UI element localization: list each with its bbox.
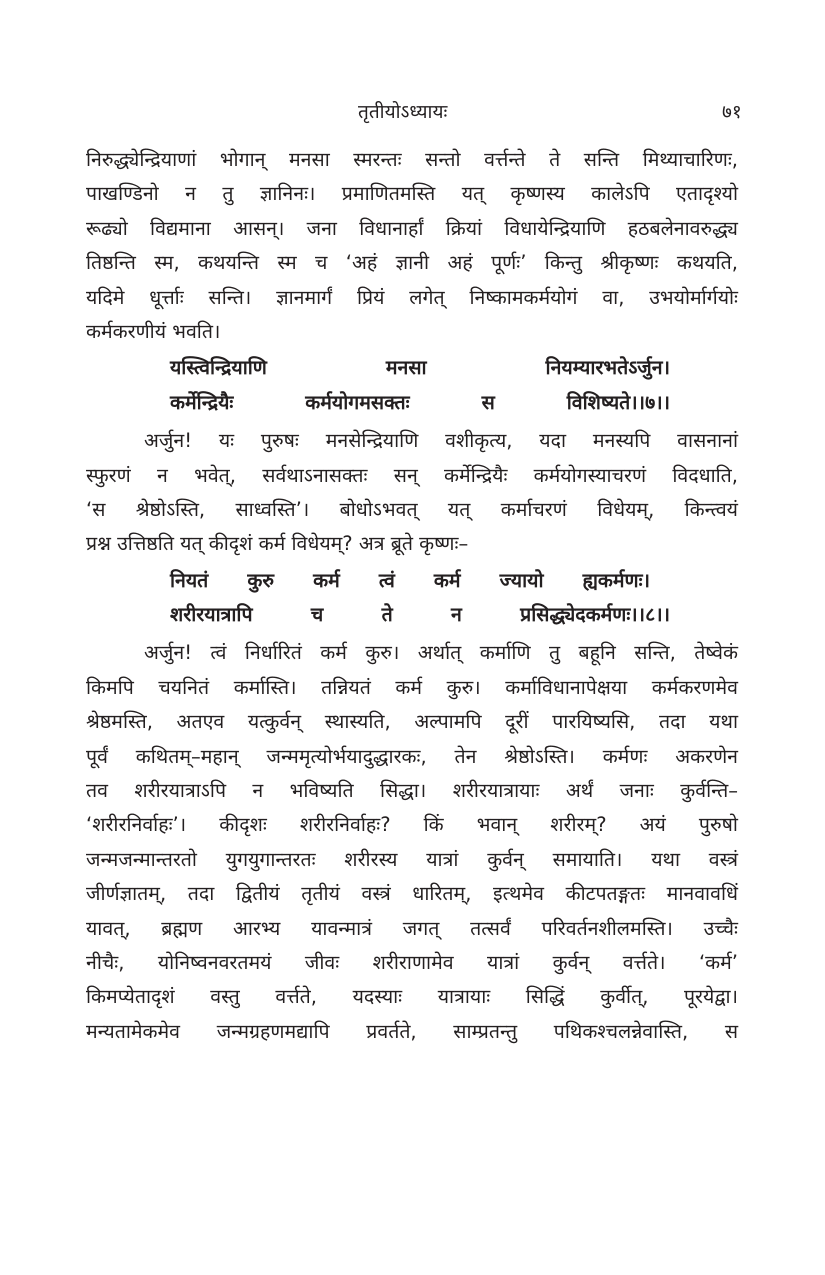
text-line: किमप्येतादृशं वस्तु वर्त्तते, यदस्याः यात्रायाः सिद्धिं कुर्वीत्, पूरयेद्वा। — [86, 985, 738, 1009]
paragraph-commentary-3 — [86, 636, 738, 1049]
verse-line: कर्मेन्द्रियैः कर्मयोगमसक्तः स विशिष्यते।।७।। — [170, 390, 670, 414]
text-line: अर्जुन! त्वं निर्धारितं कर्म कुरु। अर्थात् कर्माणि तु बहूनि सन्ति, तेष्वेकं — [144, 641, 738, 665]
text-line: ‘शरीरनिर्वाहः’। कीदृशः शरीरनिर्वाहः? किं भवान् शरीरम्? अयं पुरुषो — [86, 813, 738, 837]
text-line: श्रेष्ठमस्ति, अतएव यत्कुर्वन् स्थास्यति, अल्पामपि दूरीं पारयिष्यसि, तदा यथा — [86, 710, 738, 734]
text-line: स्फुरणं न भवेत्, सर्वथाऽनासक्तः सन् कर्मेन्द्रियैः कर्मयोगस्याचरणं विदधाति, — [86, 463, 738, 487]
text-line: यदिमे धूर्त्ताः सन्ति। ज्ञानमार्गं प्रियं लगेत् निष्कामकर्मयोगं वा, उभयोर्मार्गयोः — [86, 285, 738, 309]
text-line: तिष्ठन्ति स्म, कथयन्ति स्म च ‘अहं ज्ञानी अहं पूर्णः’ किन्तु श्रीकृष्णः कथयति, — [86, 251, 738, 275]
running-header — [0, 92, 825, 126]
text-line: जन्मजन्मान्तरतो युगयुगान्तरतः शरीरस्य यात्रां कुर्वन् समायाति। यथा वस्त्रं — [86, 847, 738, 871]
verse-line: नियतं कुरु कर्म त्वं कर्म ज्यायो ह्यकर्मणः। — [170, 568, 650, 592]
body-text — [86, 143, 738, 1049]
text-line: पूर्वं कथितम्–महान् जन्ममृत्योर्भयादुद्धारकः, तेन श्रेष्ठोऽस्ति। कर्मणः अकरणेन — [86, 744, 738, 768]
text-line: तव शरीरयात्राऽपि न भविष्यति सिद्धा। शरीरयात्रायाः अर्थं जनाः कुर्वन्ति– — [86, 779, 738, 803]
text-line: ‘स श्रेष्ठोऽस्ति, साध्वस्ति’। बोधोऽभवत् यत् कर्माचरणं विधेयम्, किन्त्वयं — [86, 497, 738, 521]
text-line: अर्जुन! यः पुरुषः मनसेन्द्रियाणि वशीकृत्य, यदा मनस्यपि वासनानां — [144, 429, 738, 453]
text-line: नीचैः, योनिष्वनवरतमयं जीवः शरीराणामेव यात्रां कुर्वन् वर्त्तते। ‘कर्म’ — [86, 950, 738, 974]
text-line: यावत्, ब्रह्मण आरभ्य यावन्मात्रं जगत् तत्सर्वं परिवर्तनशीलमस्ति। उच्चैः — [86, 916, 738, 940]
text-line: किमपि चयनितं कर्मास्ति। तन्नियतं कर्म कुरु। कर्माविधानापेक्षया कर्मकरणमेव — [86, 675, 738, 699]
verse-8 — [86, 562, 738, 637]
verse-line: शरीरयात्रापि च ते न प्रसिद्ध्येदकर्मणः।।८।। — [170, 603, 670, 627]
text-line: कर्मकरणीयं भवति। — [86, 319, 221, 343]
paragraph-commentary-1 — [86, 143, 738, 349]
text-line: मन्यतामेकमेव जन्मग्रहणमद्यापि प्रवर्तते, साम्प्रतन्तु पथिकश्चलन्नेवास्ति, स — [86, 1019, 738, 1043]
verse-line: यस्त्विन्द्रियाणि मनसा नियम्यारभतेऽर्जुन। — [170, 356, 670, 380]
text-line: जीर्णज्ञातम्, तदा द्वितीयं तृतीयं वस्त्रं धारितम्, इत्थमेव कीटपतङ्गतः मानवावधिं — [86, 882, 738, 906]
text-line: रूढ्यो विद्यमाना आसन्। जना विधानार्हां क्रियां विधायेन्द्रियाणि हठबलेनावरुद्ध्य — [86, 216, 738, 240]
page-number: ७१ — [722, 101, 742, 123]
paragraph-commentary-2 — [86, 424, 738, 562]
text-line: निरुद्ध्येन्द्रियाणां भोगान् मनसा स्मरन्तः सन्तो वर्त्तन्ते ते सन्ति मिथ्याचारिणः, — [86, 148, 738, 171]
chapter-running-title: तृतीयोऽध्यायः — [358, 101, 448, 123]
text-line: पाखण्डिनो न तु ज्ञानिनः। प्रमाणितमस्ति यत् कृष्णस्य कालेऽपि एतादृश्यो — [86, 182, 738, 206]
verse-7 — [86, 349, 738, 424]
text-line: प्रश्न उत्तिष्ठति यत् कीदृशं कर्म विधेयम्? अत्र ब्रूते कृष्णः– — [86, 532, 469, 556]
